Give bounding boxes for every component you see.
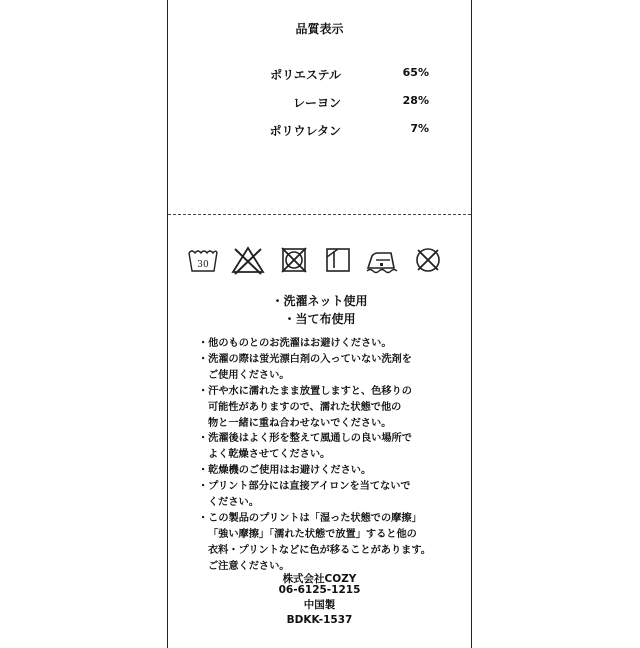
care-notes — [198, 336, 468, 575]
line-dry-icon — [322, 244, 354, 276]
note-line: ください。 — [208, 497, 259, 509]
iron-low-cloth-icon — [364, 244, 400, 276]
material-name: ポリエステル — [270, 68, 341, 82]
phone-number: 06-6125-1215 — [278, 584, 361, 596]
material-name: レーヨン — [292, 96, 341, 110]
note-item — [198, 463, 468, 479]
care-label — [167, 0, 472, 648]
material-percent: 28% — [402, 94, 429, 107]
note-line: ・洗濯後はよく形を整えて風通しの良い場所で — [198, 433, 412, 445]
note-line: 物と一緒に重ね合わせないでください。 — [208, 417, 392, 429]
note-line: ・プリント部分には直接アイロンを当てないで — [198, 481, 411, 493]
note-item — [198, 336, 468, 352]
note-line: ・洗濯の際は蛍光漂白剤の入っていない洗剤を — [198, 353, 412, 365]
note-item — [198, 384, 468, 432]
no-bleach-icon — [230, 244, 266, 276]
note-line: ・乾燥機のご使用はお避けください。 — [198, 465, 372, 477]
note-item — [198, 511, 468, 575]
note-item — [198, 352, 468, 384]
note-line: よく乾燥させてください。 — [208, 449, 331, 461]
care-instruction: ・当て布使用 — [283, 312, 356, 326]
material-percent: 65% — [402, 66, 429, 79]
company-name: 株式会社COZY — [282, 573, 357, 585]
material-name: ポリウレタン — [269, 124, 341, 138]
product-code: BDKK-1537 — [286, 614, 353, 626]
note-line: ・汗や水に濡れたまま放置しますと、色移りの — [198, 385, 412, 397]
country-of-origin: 中国製 — [303, 599, 336, 611]
note-line: ご注意ください。 — [208, 560, 290, 572]
note-line: ・他のものとのお洗濯はお避けください。 — [198, 338, 392, 349]
note-item — [198, 431, 468, 463]
care-instruction: ・洗濯ネット使用 — [271, 294, 368, 308]
note-item — [198, 479, 468, 511]
wash-tub-30-icon — [186, 244, 220, 276]
no-dry-clean-icon — [412, 244, 444, 276]
care-symbols — [186, 244, 456, 276]
note-line: 衣料・プリントなどに色が移ることがあります。 — [208, 544, 431, 556]
material-percent: 7% — [410, 122, 429, 135]
note-line: ご使用ください。 — [208, 369, 290, 381]
note-line: 可能性がありますので、濡れた状態で他の — [208, 401, 402, 413]
wash-temp-text: 30 — [197, 260, 209, 270]
no-tumble-dry-icon — [278, 244, 310, 276]
dashed-divider — [168, 214, 471, 215]
note-line: 「強い摩擦」「濡れた状態で放置」すると他の — [208, 528, 417, 540]
label-title: 品質表示 — [295, 22, 344, 36]
note-line: ・この製品のプリントは「湿った状態での摩擦」 — [198, 512, 422, 524]
